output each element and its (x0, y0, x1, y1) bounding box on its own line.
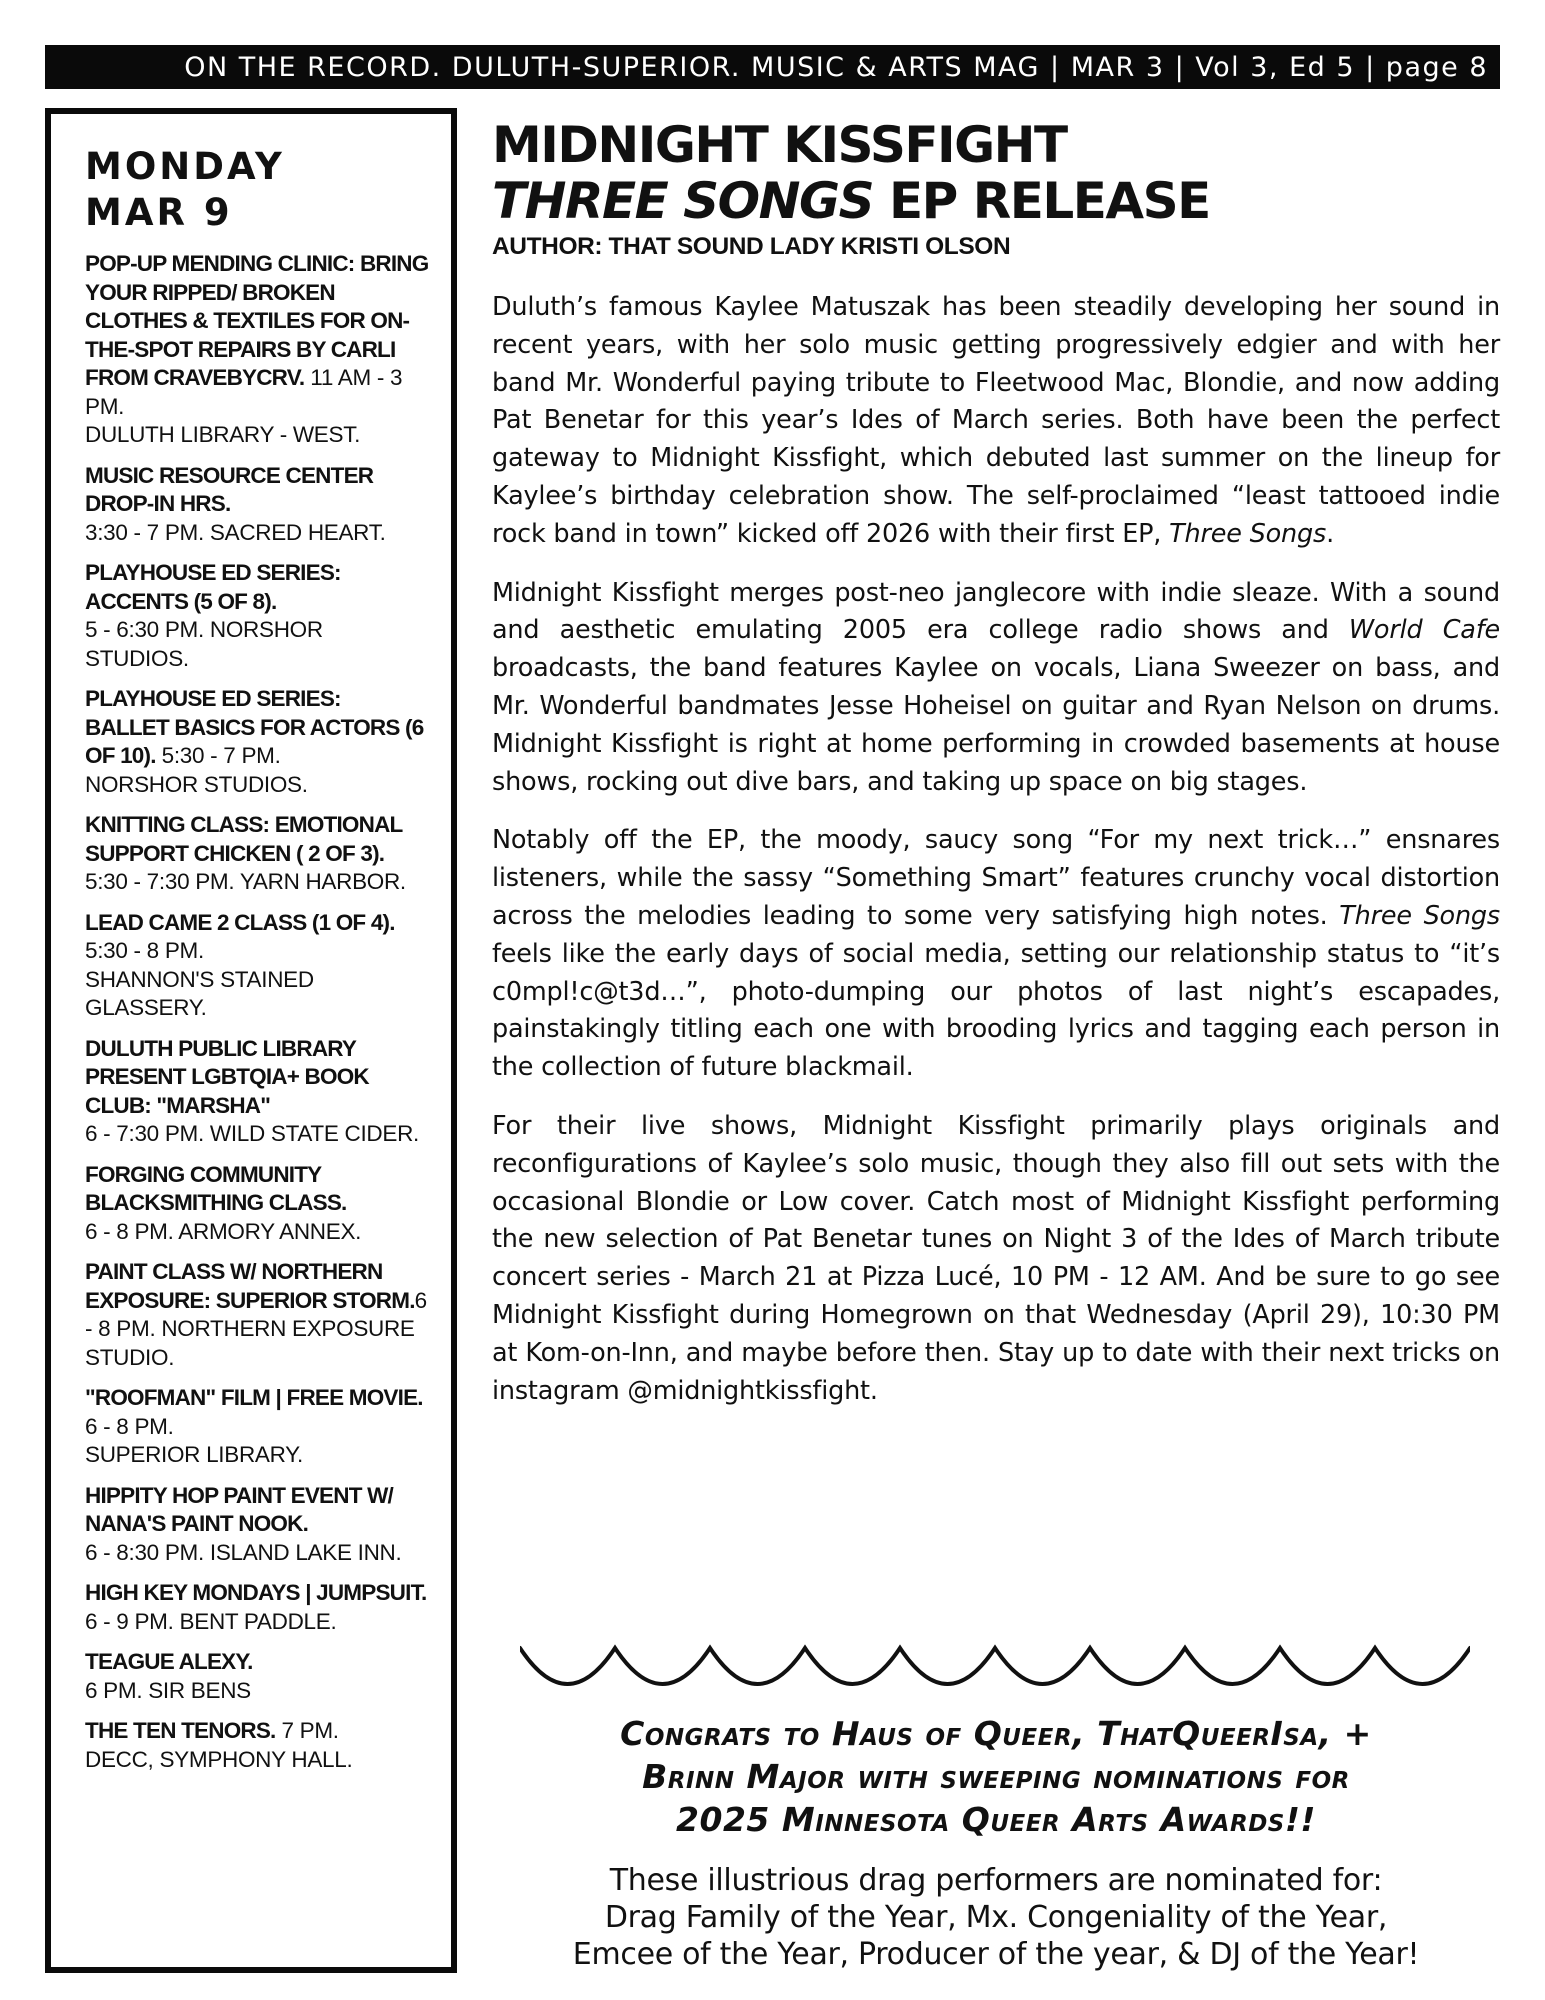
event-title: THE TEN TENORS. (85, 1718, 276, 1743)
show-title-italic: World Cafe (1348, 615, 1500, 646)
event-item (85, 1035, 429, 1149)
paragraph-text: broadcasts, the band features Kaylee on vocals, Liana Sweezer on bass, and Mr. Wonderful bandmates Jesse Hoheisel on guitar and Ryan Nelson on drums. Midnight Kissfight is right at home performing in crowded basements at house shows, rocking out dive bars, and taking up space on big stages. (492, 653, 1500, 797)
event-item (85, 462, 429, 548)
event-title: PLAYHOUSE ED SERIES: ACCENTS (5 OF 8). (85, 560, 341, 614)
masthead-banner (45, 45, 1500, 89)
paragraph-text: Notably off the EP, the moody, saucy song “For my next trick…” ensnares listeners, while the sassy “Something Smart” features crunchy vocal distortion across the melodies leading to some very satisfying high notes. (492, 825, 1500, 931)
event-title: DULUTH PUBLIC LIBRARY PRESENT LGBTQIA+ BOOK CLUB: "MARSHA" (85, 1035, 369, 1118)
article-headline (492, 117, 1500, 229)
calendar-date: MAR 9 (85, 191, 233, 234)
ep-title-italic: Three Songs (1339, 900, 1500, 931)
nominations-text (492, 1862, 1500, 1973)
event-title: FORGING COMMUNITY BLACKSMITHING CLASS. (85, 1161, 347, 1215)
headline-ep-title: THREE SONGS (492, 172, 874, 230)
event-item (85, 1258, 429, 1372)
event-venue: 6 - 8:30 PM. ISLAND LAKE INN. (85, 1539, 402, 1565)
event-title: PLAYHOUSE ED SERIES: BALLET BASICS FOR ACTORS (6 OF 10). (85, 686, 424, 768)
calendar-weekday: MONDAY (85, 145, 285, 188)
nominations-line: Drag Family of the Year, Mx. Congeniality of the Year, (604, 1900, 1388, 1935)
congrats-callout (492, 1712, 1500, 1841)
masthead-text: ON THE RECORD. DULUTH-SUPERIOR. MUSIC & ARTS MAG | MAR 3 | Vol 3, Ed 5 | page 8 (184, 51, 1488, 83)
event-venue: DULUTH LIBRARY - WEST. (85, 422, 361, 447)
congrats-line: Congrats to Haus of Queer, ThatQueerIsa, + (620, 1714, 1372, 1753)
headline-band-name: MIDNIGHT KISSFIGHT (492, 116, 1067, 174)
event-item (85, 1482, 429, 1568)
event-item (85, 1648, 429, 1705)
event-title: TEAGUE ALEXY. (85, 1649, 253, 1674)
headline-ep-release: EP RELEASE (873, 172, 1210, 230)
event-venue: 5 - 6:30 PM. NORSHOR STUDIOS. (85, 617, 323, 671)
event-title: LEAD CAME 2 CLASS (1 OF 4). (85, 909, 395, 935)
event-item (85, 1579, 429, 1636)
event-item (85, 1717, 429, 1774)
paragraph-text: Duluth’s famous Kaylee Matuszak has been steadily developing her sound in recent years, with her solo music getting progressively edgier and with her band Mr. Wonderful paying tribute to Fleetwood Mac, Blondie, and now adding Pat Benetar for this year’s Ides of March series. Both have been the perfect gateway to Midnight Kissfight, which debuted last summer on the lineup for Kaylee’s birthday celebration show. The self-proclaimed “least tattooed indie rock band in town” kicked off 2026 with their first EP, (492, 292, 1500, 549)
event-venue: 5:30 - 7:30 PM. YARN HARBOR. (85, 869, 406, 894)
event-time: 5:30 - 7 PM. (155, 743, 281, 768)
event-item (85, 909, 429, 1023)
event-venue: SHANNON'S STAINED GLASSERY. (85, 966, 314, 1020)
event-title: HIGH KEY MONDAYS | JUMPSUIT. (85, 1580, 427, 1605)
event-venue: SUPERIOR LIBRARY. (85, 1442, 303, 1467)
event-venue: 6 - 9 PM. BENT PADDLE. (85, 1608, 337, 1634)
nominations-line: Emcee of the Year, Producer of the year, & DJ of the Year! (572, 1937, 1420, 1972)
event-item (85, 1384, 429, 1470)
congrats-line: Brinn Major with sweeping nominations for (642, 1757, 1350, 1796)
calendar-day-heading (85, 144, 429, 236)
article (492, 117, 1500, 1431)
article-paragraph-4: For their live shows, Midnight Kissfight primarily plays originals and reconfigurations of Kaylee’s solo music, though they also fill out sets with the occasional Blondie or Low cover. Catch most of Midnight Kissfight performing the new selection of Pat Benetar tunes on Night 3 of the Ides of March tribute concert series - March 21 at Pizza Lucé, 10 PM - 12 AM. And be sure to go see Midnight Kissfight during Homegrown on that Wednesday (April 29), 10:30 PM at Kom-on-Inn, and maybe before then. Stay up to date with their next tricks on instagram @midnightkissfight. (492, 1110, 1500, 1406)
article-body (492, 289, 1500, 1410)
event-venue: 6 - 7:30 PM. WILD STATE CIDER. (85, 1121, 419, 1146)
event-venue: 3:30 - 7 PM. SACRED HEART. (85, 519, 386, 545)
event-title: POP-UP MENDING CLINIC: BRING YOUR RIPPED/ BROKEN CLOTHES & TEXTILES FOR ON-THE-SPOT REPAIRS BY CARLI FROM CRAVEBYCRV. (85, 251, 429, 390)
event-item (85, 559, 429, 673)
event-title: "ROOFMAN" FILM | FREE MOVIE. (85, 1385, 423, 1410)
event-time: 6 - 8 PM. (85, 1413, 174, 1439)
article-paragraph-3 (492, 822, 1500, 1087)
congrats-line: 2025 Minnesota Queer Arts Awards!! (676, 1800, 1316, 1839)
article-paragraph-1 (492, 289, 1500, 554)
article-author: AUTHOR: THAT SOUND LADY KRISTI OLSON (492, 233, 1011, 260)
event-item (85, 1161, 429, 1247)
paragraph-text: feels like the early days of social media, setting our relationship status to “it’s c0mpl!c@t3d…”, photo-dumping our photos of last night’s escapades, painstakingly titling each one with brooding lyrics and tagging each person in the collection of future blackmail. (492, 938, 1500, 1083)
paragraph-text: Midnight Kissfight merges post-neo janglecore with indie sleaze. With a sound and aesthetic emulating 2005 era college radio shows and (492, 577, 1500, 646)
event-venue: NORSHOR STUDIOS. (85, 771, 308, 797)
event-item (85, 250, 429, 450)
nominations-line: These illustrious drag performers are nominated for: (609, 1863, 1383, 1898)
event-time: 5:30 - 8 PM. (85, 938, 204, 963)
event-title: MUSIC RESOURCE CENTER DROP-IN HRS. (85, 462, 374, 516)
event-time: 7 PM. (275, 1718, 339, 1743)
scallop-divider (520, 1640, 1470, 1700)
event-item (85, 685, 429, 799)
event-time: 6 - 8 PM. NORTHERN EXPOSURE STUDIO. (85, 1287, 427, 1370)
paragraph-text: . (1326, 518, 1334, 549)
event-item (85, 811, 429, 897)
event-calendar-sidebar (45, 108, 457, 1973)
event-title: HIPPITY HOP PAINT EVENT W/ NANA'S PAINT NOOK. (85, 1482, 393, 1536)
event-time: 11 AM - 3 PM. (85, 365, 403, 419)
event-venue: 6 PM. SIR BENS (85, 1677, 251, 1703)
ep-title-italic: Three Songs (1169, 518, 1327, 549)
article-paragraph-2 (492, 575, 1500, 802)
event-title: PAINT CLASS W/ NORTHERN EXPOSURE: SUPERIOR STORM. (85, 1259, 415, 1313)
event-venue: DECC, SYMPHONY HALL. (85, 1746, 353, 1772)
event-venue: 6 - 8 PM. ARMORY ANNEX. (85, 1218, 362, 1244)
event-list (85, 250, 429, 1774)
event-title: KNITTING CLASS: EMOTIONAL SUPPORT CHICKEN ( 2 OF 3). (85, 812, 403, 866)
